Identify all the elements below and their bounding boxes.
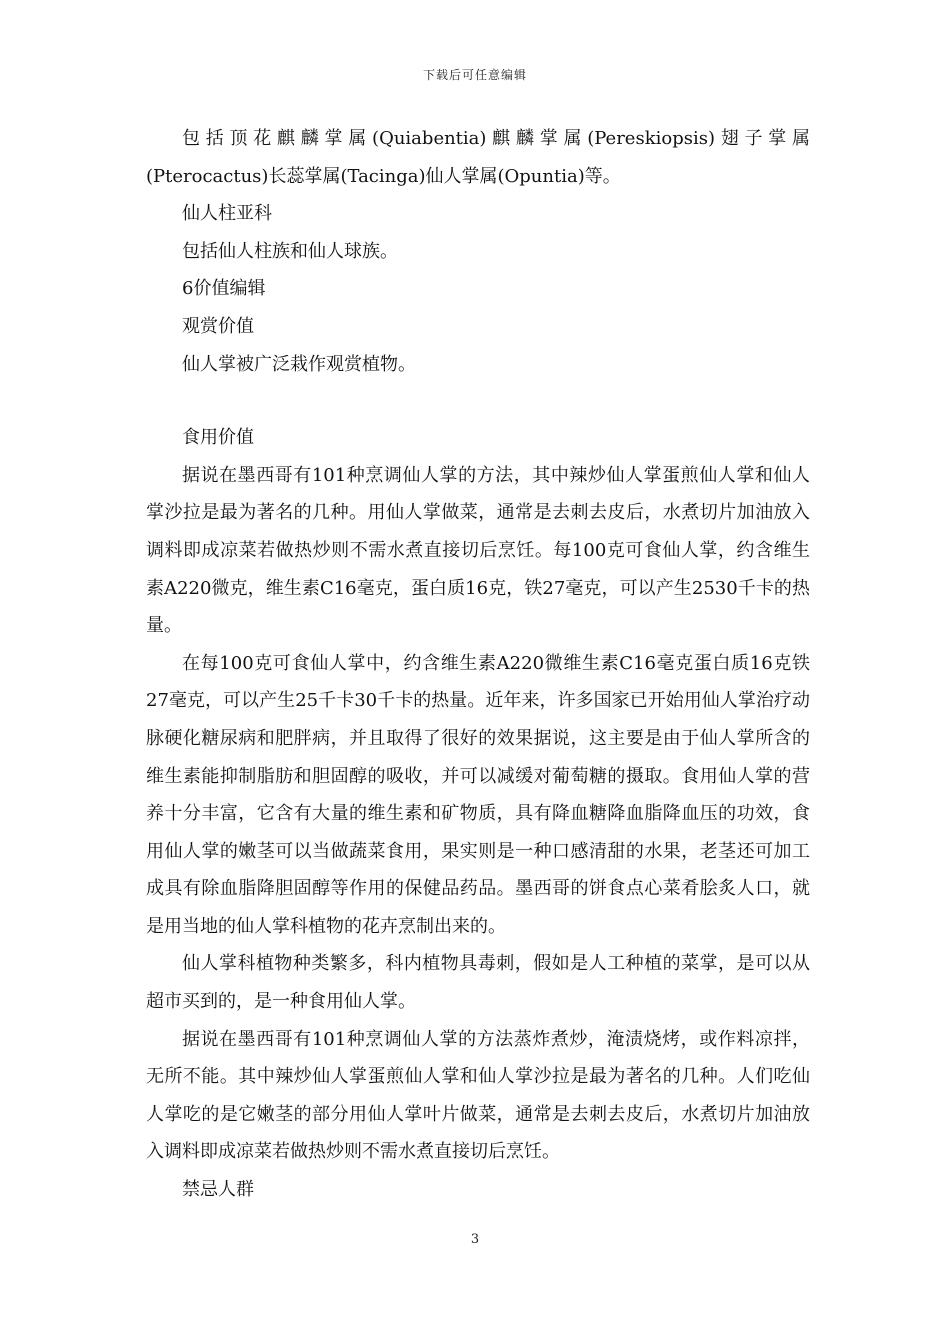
paragraph-cereoideae-tribes: 包括仙人柱族和仙人球族。 [182, 240, 398, 262]
section-heading-value: 6价值编辑 [182, 278, 266, 300]
paragraph-edible-methods: 据说在墨西哥有101种烹调仙人掌的方法，其中辣炒仙人掌蛋煎仙人掌和仙人掌沙拉是最为著名的几种。用仙人掌做菜，通常是去刺去皮后，水煮切片加油放入调料即成凉菜若做热炒则不需水煮直接切后烹饪。每100克可食仙人掌，约含维生素A220微克，维生素C16毫克，蛋白质16克，铁27毫克，可以产生2530千卡的热量。 [146, 464, 810, 637]
paragraph-cooking: 据说在墨西哥有101种烹调仙人掌的方法蒸炸煮炒，淹渍烧烤，或作料凉拌，无所不能。其中辣炒仙人掌蛋煎仙人掌和仙人掌沙拉是最为著名的几种。人们吃仙人掌吃的是它嫩茎的部分用仙人掌叶片做菜，通常是去刺去皮后，水煮切片加油放入调料即成凉菜若做热炒则不需水煮直接切后烹饪。 [146, 1028, 810, 1163]
paragraph-nutrition: 在每100克可食仙人掌中，约含维生素A220微维生素C16毫克蛋白质16克铁27毫克，可以产生25千卡30千卡的热量。近年来，许多国家已开始用仙人掌治疗动脉硬化糖尿病和肥胖病，并且取得了很好的效果据说，这主要是由于仙人掌所含的维生素能抑制脂肪和胆固醇的吸收，并可以减缓对葡萄糖的摄取。食用仙人掌的营养十分丰富，它含有大量的维生素和矿物质，具有降血糖降血脂降血压的功效，食用仙人掌的嫩茎可以当做蔬菜食用，果实则是一种口感清甜的水果，老茎还可加工成具有除血脂降胆固醇等作用的保健品药品。墨西哥的饼食点心菜肴脍炙人口，就是用当地的仙人掌科植物的花卉烹制出来的。 [146, 652, 810, 937]
subheading-cereoideae: 仙人柱亚科 [182, 203, 272, 225]
subheading-ornamental-value: 观赏价值 [182, 315, 254, 337]
paragraph-species: 仙人掌科植物种类繁多，科内植物具毒刺，假如是人工种植的菜掌，是可以从超市买到的，是一种食用仙人掌。 [146, 953, 810, 1013]
subheading-edible-value: 食用价值 [182, 427, 254, 449]
document-body [146, 120, 810, 1209]
paragraph-cactus-genera: 包括顶花麒麟掌属(Quiabentia)麒麟掌属(Pereskiopsis)翅子掌属(Pterocactus)长蕊掌属(Tacinga)仙人掌属(Opuntia)等。 [146, 128, 810, 187]
subheading-contraindications: 禁忌人群 [182, 1179, 254, 1201]
page-number: 3 [470, 1232, 480, 1247]
paragraph-ornamental: 仙人掌被广泛栽作观赏植物。 [182, 353, 416, 375]
page-header-note: 下载后可任意编辑 [422, 68, 527, 82]
